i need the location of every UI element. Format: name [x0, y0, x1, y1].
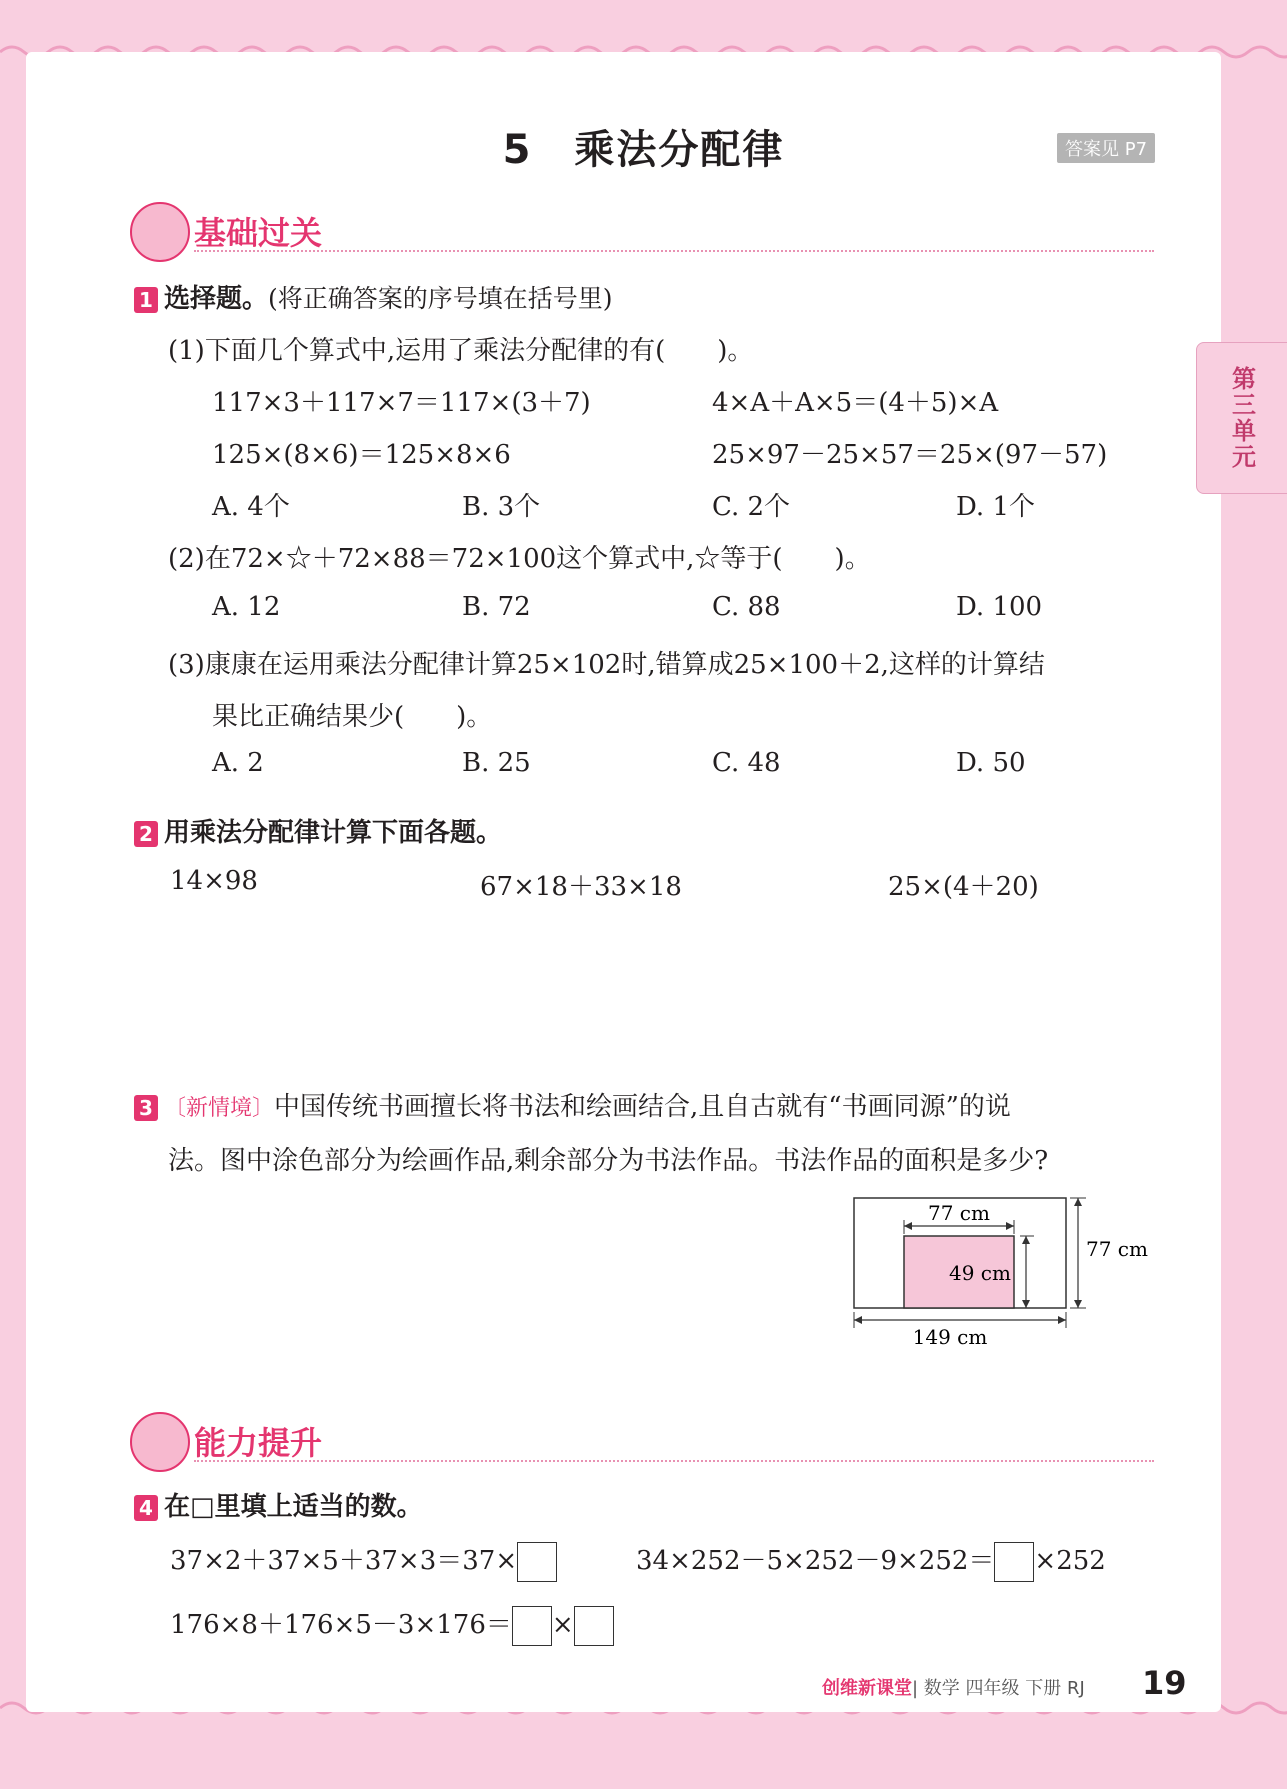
section-divider	[194, 250, 1154, 252]
footer	[822, 1674, 1085, 1700]
q1-expression-2: 4×A＋A×5＝(4＋5)×A	[712, 388, 999, 418]
answer-reference-badge: 答案见 P7	[1057, 133, 1155, 163]
question-4-heading	[134, 1486, 423, 1523]
question-3-line1	[134, 1086, 1011, 1123]
footer-info: | 数学 四年级 下册 RJ	[912, 1678, 1085, 1699]
question-1-note: (将正确答案的序号填在括号里)	[268, 284, 613, 313]
q1-part2-stem: (2)在72×☆＋72×88＝72×100这个算式中,☆等于( )。	[168, 544, 871, 574]
question-4-title: 在□里填上适当的数。	[164, 1492, 423, 1522]
q1-part2-option-a[interactable]: A. 12	[212, 592, 281, 622]
q4-equation-2	[636, 1540, 1106, 1582]
q4-equation-2-text: 34×252－5×252－9×252＝	[636, 1546, 995, 1576]
question-1-title: 选择题。	[164, 284, 269, 314]
footer-brand: 创维新课堂	[822, 1678, 912, 1699]
new-context-tag: 〔新情境〕	[164, 1096, 275, 1121]
q2-item-1: 14×98	[170, 866, 258, 896]
question-2-heading	[134, 812, 502, 849]
q1-part3-option-a[interactable]: A. 2	[212, 748, 264, 778]
q4-equation-2-tail: ×252	[1034, 1546, 1106, 1576]
section-title-basic: 基础过关	[194, 214, 323, 252]
answer-box[interactable]	[517, 1542, 557, 1582]
q1-part3-option-b[interactable]: B. 25	[462, 748, 531, 778]
q1-expression-4: 25×97－25×57＝25×(97－57)	[712, 440, 1108, 470]
q1-part3-option-c[interactable]: C. 48	[712, 748, 781, 778]
q4-equation-1	[170, 1540, 557, 1582]
section-divider	[194, 1460, 1154, 1462]
unit-side-tab[interactable]	[1196, 342, 1287, 494]
q4-equation-3-text: 176×8＋176×5－3×176＝	[170, 1610, 512, 1640]
mascot-icon	[130, 1412, 190, 1472]
q2-item-2: 67×18＋33×18	[480, 872, 682, 902]
q1-part2-option-b[interactable]: B. 72	[462, 592, 531, 622]
answer-box[interactable]	[994, 1542, 1034, 1582]
q1-part1-option-c[interactable]: C. 2个	[712, 492, 791, 522]
question-2-title: 用乘法分配律计算下面各题。	[164, 818, 503, 848]
outer-width-label: 149 cm	[912, 1325, 988, 1349]
inner-height-label: 49 cm	[949, 1261, 1011, 1285]
question-number-badge: 4	[134, 1495, 158, 1521]
q4-equation-3-times: ×	[551, 1610, 574, 1640]
q1-expression-3: 125×(8×6)＝125×8×6	[212, 440, 511, 470]
q1-part2-option-d[interactable]: D. 100	[956, 592, 1043, 622]
unit-side-tab-label: 第三单元	[1227, 366, 1256, 470]
q1-part2-option-c[interactable]: C. 88	[712, 592, 781, 622]
mascot-icon	[130, 202, 190, 262]
q1-part3-option-d[interactable]: D. 50	[956, 748, 1026, 778]
question-1-heading	[134, 278, 613, 315]
q4-equation-3	[170, 1604, 614, 1646]
q1-part3-stem-line1: (3)康康在运用乘法分配律计算25×102时,错算成25×100＋2,这样的计算结	[168, 650, 1045, 680]
page-title: 5 乘法分配律	[502, 127, 785, 173]
answer-box[interactable]	[574, 1606, 614, 1646]
q2-item-3: 25×(4＋20)	[888, 872, 1039, 902]
question-number-badge: 1	[134, 287, 158, 313]
calligraphy-painting-figure	[846, 1190, 1176, 1350]
q1-part3-stem-line2: 果比正确结果少( )。	[212, 702, 493, 732]
question-number-badge: 2	[134, 821, 158, 847]
question-3-text-line1: 中国传统书画擅长将书法和绘画结合,且自古就有“书画同源”的说	[274, 1092, 1011, 1122]
section-title-advanced: 能力提升	[194, 1424, 323, 1462]
outer-height-label: 77 cm	[1086, 1237, 1148, 1261]
q1-part1-option-a[interactable]: A. 4个	[212, 492, 290, 522]
page-number: 19	[1142, 1664, 1187, 1702]
answer-box[interactable]	[512, 1606, 552, 1646]
q1-part1-option-b[interactable]: B. 3个	[462, 492, 541, 522]
q4-equation-1-text: 37×2＋37×5＋37×3＝37×	[170, 1546, 518, 1576]
q1-part1-stem: (1)下面几个算式中,运用了乘法分配律的有( )。	[168, 336, 754, 366]
question-number-badge: 3	[134, 1095, 158, 1121]
q1-part1-option-d[interactable]: D. 1个	[956, 492, 1035, 522]
question-3-text-line2: 法。图中涂色部分为绘画作品,剩余部分为书法作品。书法作品的面积是多少?	[168, 1146, 1049, 1176]
inner-width-label: 77 cm	[928, 1201, 990, 1225]
q1-expression-1: 117×3＋117×7＝117×(3＋7)	[212, 388, 591, 418]
